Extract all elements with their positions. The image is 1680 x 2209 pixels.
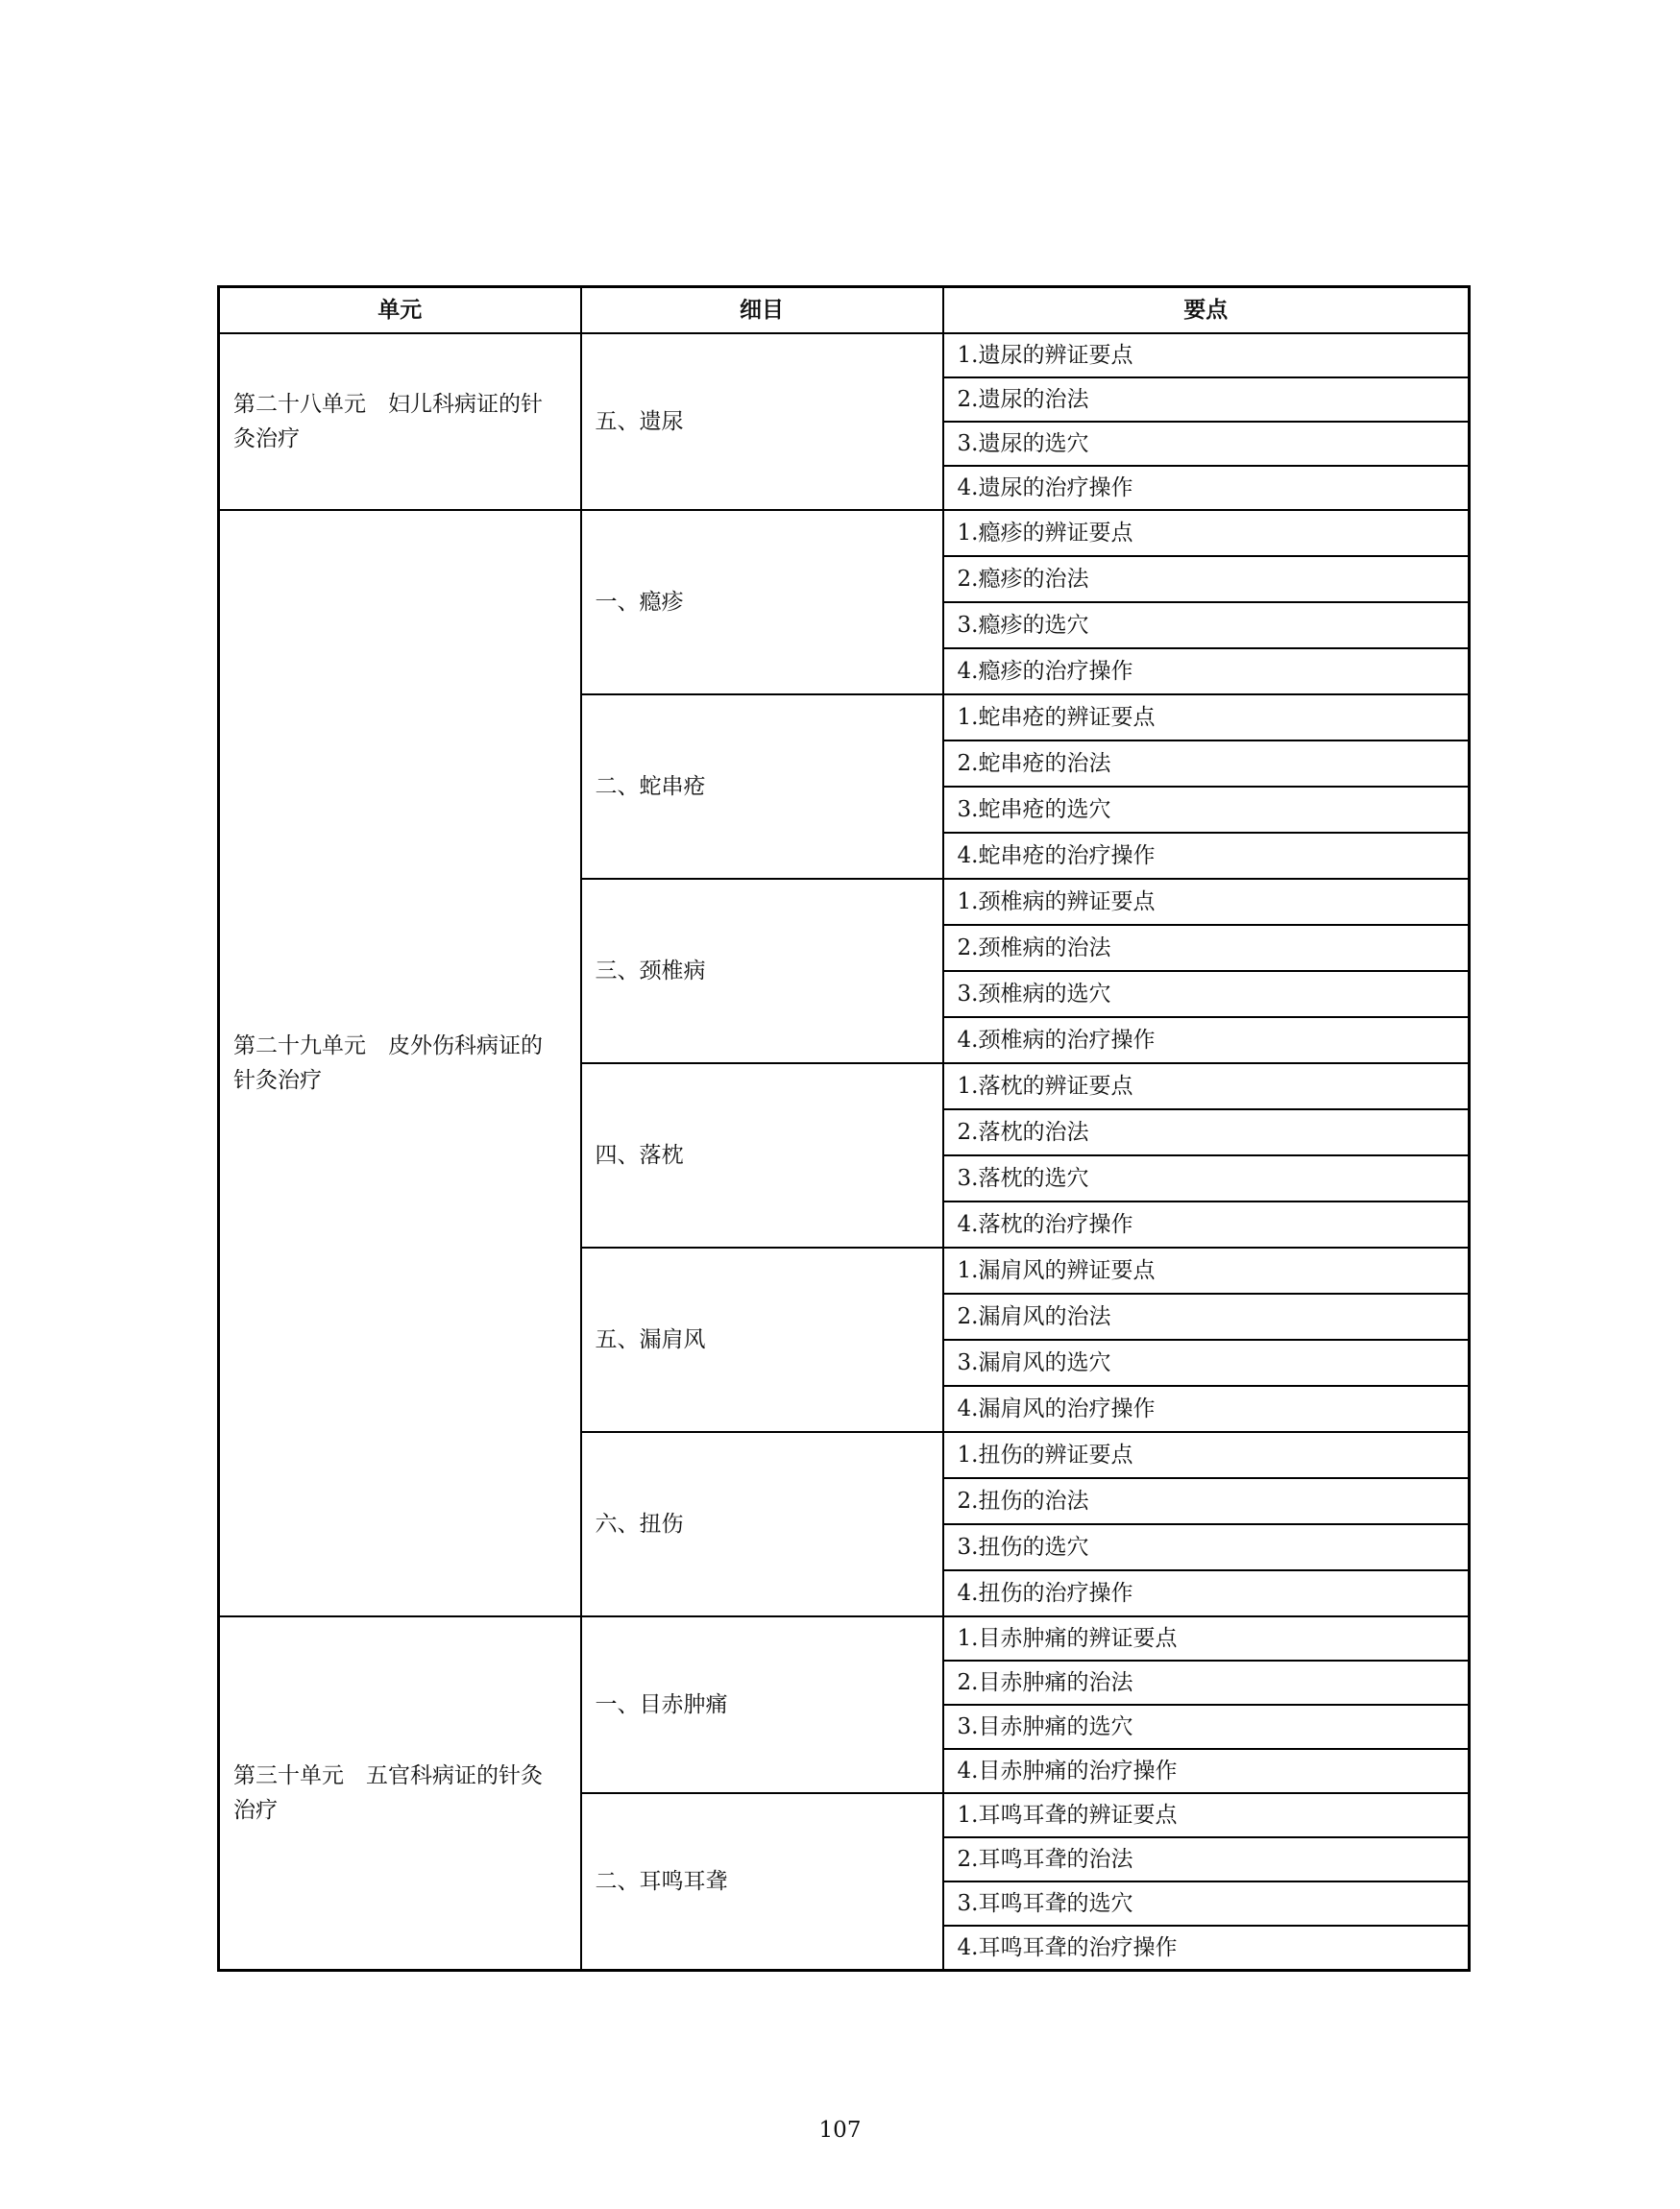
point-cell: 2.扭伤的治法 [943,1478,1470,1524]
point-cell: 4.扭伤的治疗操作 [943,1570,1470,1616]
point-cell: 3.目赤肿痛的选穴 [943,1705,1470,1749]
point-cell: 1.落枕的辨证要点 [943,1063,1470,1109]
header-unit: 单元 [219,287,581,334]
unit-cell: 第二十九单元 皮外伤科病证的针灸治疗 [219,510,581,1616]
point-cell: 3.耳鸣耳聋的选穴 [943,1881,1470,1926]
item-cell: 一、目赤肿痛 [581,1616,943,1793]
item-cell: 五、遗尿 [581,333,943,510]
point-cell: 2.瘾疹的治法 [943,556,1470,602]
syllabus-table [217,285,1471,1972]
point-cell: 3.蛇串疮的选穴 [943,787,1470,833]
point-cell: 3.颈椎病的选穴 [943,971,1470,1017]
item-cell: 三、颈椎病 [581,879,943,1063]
table-row [219,510,1470,556]
header-point: 要点 [943,287,1470,334]
table-row [219,1616,1470,1661]
point-cell: 4.目赤肿痛的治疗操作 [943,1749,1470,1793]
item-cell: 一、瘾疹 [581,510,943,694]
item-cell: 五、漏肩风 [581,1248,943,1432]
point-cell: 4.颈椎病的治疗操作 [943,1017,1470,1063]
item-cell: 二、蛇串疮 [581,694,943,879]
point-cell: 4.瘾疹的治疗操作 [943,648,1470,694]
point-cell: 3.落枕的选穴 [943,1155,1470,1202]
header-item: 细目 [581,287,943,334]
unit-cell: 第三十单元 五官科病证的针灸治疗 [219,1616,581,1971]
point-cell: 4.遗尿的治疗操作 [943,466,1470,510]
point-cell: 1.扭伤的辨证要点 [943,1432,1470,1478]
point-cell: 1.颈椎病的辨证要点 [943,879,1470,925]
point-cell: 2.目赤肿痛的治法 [943,1661,1470,1705]
unit-cell: 第二十八单元 妇儿科病证的针灸治疗 [219,333,581,510]
table-row [219,333,1470,377]
item-cell: 四、落枕 [581,1063,943,1248]
point-cell: 3.漏肩风的选穴 [943,1340,1470,1386]
point-cell: 2.蛇串疮的治法 [943,740,1470,787]
point-cell: 2.落枕的治法 [943,1109,1470,1155]
point-cell: 2.耳鸣耳聋的治法 [943,1837,1470,1881]
point-cell: 2.漏肩风的治法 [943,1294,1470,1340]
point-cell: 1.遗尿的辨证要点 [943,333,1470,377]
point-cell: 4.漏肩风的治疗操作 [943,1386,1470,1432]
point-cell: 3.遗尿的选穴 [943,422,1470,466]
point-cell: 3.瘾疹的选穴 [943,602,1470,648]
point-cell: 1.耳鸣耳聋的辨证要点 [943,1793,1470,1837]
page-number: 107 [818,2118,862,2143]
point-cell: 4.耳鸣耳聋的治疗操作 [943,1926,1470,1971]
point-cell: 1.漏肩风的辨证要点 [943,1248,1470,1294]
point-cell: 1.瘾疹的辨证要点 [943,510,1470,556]
point-cell: 1.蛇串疮的辨证要点 [943,694,1470,740]
point-cell: 1.目赤肿痛的辨证要点 [943,1616,1470,1661]
item-cell: 二、耳鸣耳聋 [581,1793,943,1971]
item-cell: 六、扭伤 [581,1432,943,1616]
header-row [219,287,1470,334]
point-cell: 2.颈椎病的治法 [943,925,1470,971]
point-cell: 4.落枕的治疗操作 [943,1202,1470,1248]
point-cell: 2.遗尿的治法 [943,377,1470,422]
point-cell: 3.扭伤的选穴 [943,1524,1470,1570]
point-cell: 4.蛇串疮的治疗操作 [943,833,1470,879]
